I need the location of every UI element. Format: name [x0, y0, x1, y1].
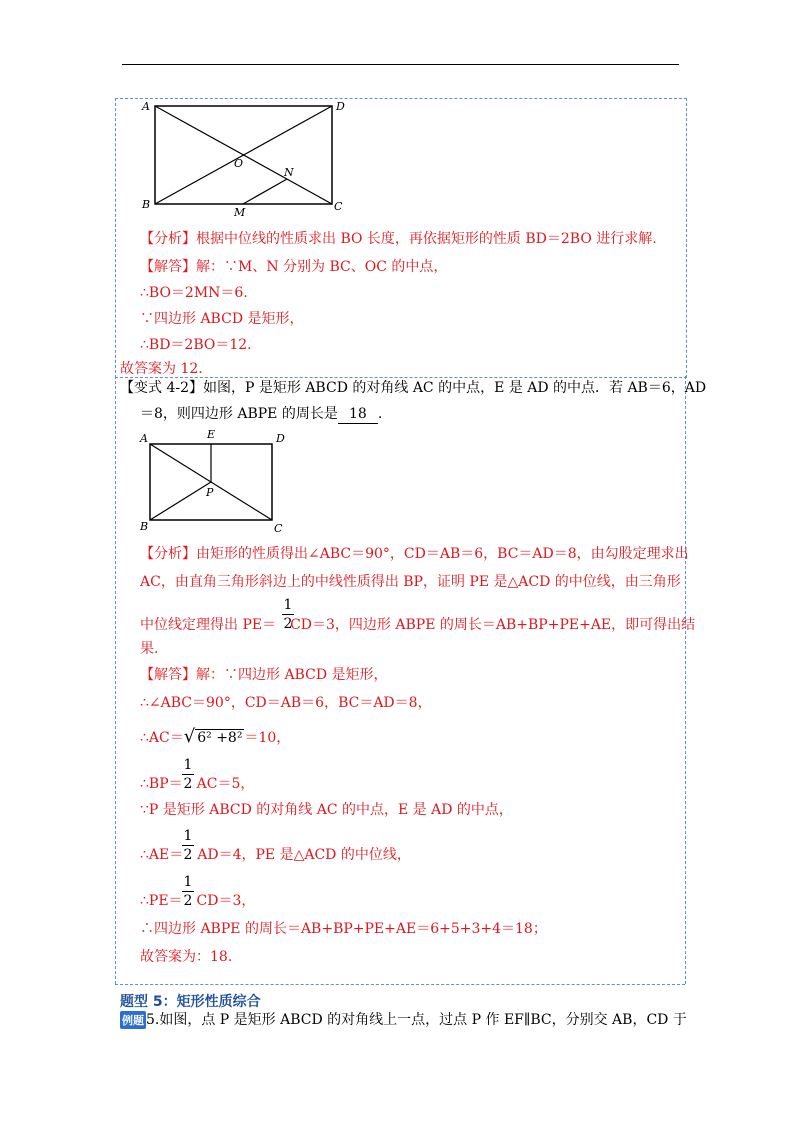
label-M: M	[234, 206, 246, 219]
label-D: D	[276, 432, 285, 445]
pe-label: ∴PE＝	[140, 893, 183, 909]
label-E: E	[207, 428, 216, 441]
pe-result: CD＝3，	[196, 893, 256, 909]
analysis-text: 由矩形的性质得出∠ABC＝90°，CD＝AB＝6，BC＝AD＝8，由勾股定理求出	[196, 546, 689, 562]
analysis-pe-text: 中位线定理得出 PE＝	[140, 617, 277, 633]
answer-1-line5: 故答案为 12.	[120, 361, 203, 377]
variant-text: 如图，P 是矩形 ABCD 的对角线 AC 的中点，E 是 AD 的中点．若 AB＝6，AD	[203, 380, 707, 396]
analysis-tag: 【分析】	[140, 546, 196, 562]
variant-line1	[120, 379, 706, 397]
answer-1-line1	[140, 258, 447, 276]
variant-period: .	[377, 406, 383, 422]
header-rule	[122, 64, 679, 65]
example-text: 5.如图，点 P 是矩形 ABCD 的对角线上一点，过点 P 作 EF∥BC，分别交 AB，CD 于	[146, 1012, 687, 1028]
analysis-1	[140, 230, 657, 248]
answer-1-line4: ∴BD＝2BO＝12.	[140, 337, 252, 353]
answer-2-line9: 故答案为：18.	[140, 949, 233, 965]
analysis-2-line2: AC，由直角三角形斜边上的中线性质得出 BP，证明 PE 是△ACD 的中位线，由三角形	[140, 574, 681, 590]
ae-label: ∴AE＝	[140, 847, 184, 863]
section-heading: 题型 5：矩形性质综合	[120, 994, 261, 1010]
example-badge: 例题	[120, 1011, 146, 1029]
figure-rectangle-omn	[140, 98, 350, 220]
answer-2-line6	[140, 846, 411, 864]
sqrt-sign: √	[183, 726, 196, 747]
label-P: P	[206, 486, 214, 499]
analysis-text: 根据中位线的性质求出 BO 长度，再依据矩形的性质 BD＝2BO 进行求解.	[196, 231, 657, 247]
label-O: O	[234, 157, 244, 170]
figure-rectangle-abpe	[138, 428, 298, 536]
label-B: B	[142, 198, 151, 211]
ae-result: AD＝4，PE 是△ACD 的中位线，	[197, 847, 411, 863]
box-right-edge	[685, 376, 686, 984]
ac-label: ∴AC＝	[140, 730, 184, 746]
analysis-2-line4: 果.	[140, 641, 159, 657]
label-C: C	[274, 522, 283, 535]
box-bottom-edge	[115, 984, 685, 985]
analysis-2-line3	[140, 616, 695, 634]
answer-2-line7	[140, 892, 255, 910]
answer-1-line3: ∵四边形 ABCD 是矩形，	[140, 311, 304, 327]
fraction-numerator: 1	[183, 757, 193, 773]
answer-2-line5: ∵P 是矩形 ABCD 的对角线 AC 的中点，E 是 AD 的中点，	[140, 802, 513, 818]
answer-2-line4	[140, 775, 254, 793]
label-D: D	[336, 100, 345, 113]
fraction-denominator: 2	[183, 893, 193, 909]
analysis-2-line1	[140, 545, 689, 563]
bp-result: AC＝5，	[196, 776, 255, 792]
variant-answer: 18	[338, 405, 378, 424]
variant-text-2: ＝8，则四边形 ABPE 的周长是	[140, 406, 338, 422]
variant-label: 【变式 4-2】	[120, 380, 203, 396]
label-A: A	[142, 100, 150, 113]
fraction-half-1	[282, 597, 294, 632]
answer-2-line1	[140, 666, 388, 684]
fraction-denominator: 2	[283, 616, 293, 632]
ac-result: ＝10，	[244, 730, 291, 746]
variant-line2	[140, 405, 382, 424]
answer-tag: 【解答】	[140, 667, 196, 683]
fraction-numerator: 1	[283, 597, 293, 613]
label-A: A	[140, 432, 148, 445]
label-B: B	[140, 520, 149, 533]
answer-2-line3	[140, 728, 290, 747]
analysis-perimeter-text: CD＝3，四边形 ABPE 的周长＝AB+BP+PE+AE，即可得出结	[290, 617, 696, 633]
label-N: N	[284, 166, 294, 179]
sqrt-radicand: 6² +8²	[197, 730, 243, 746]
answer-tag: 【解答】	[140, 259, 196, 275]
fraction-denominator: 2	[183, 847, 193, 863]
label-C: C	[334, 200, 343, 213]
analysis-tag: 【分析】	[140, 231, 196, 247]
fraction-numerator: 1	[183, 828, 193, 844]
answer-text: 解：∵四边形 ABCD 是矩形，	[196, 667, 388, 683]
answer-2-line2: ∴∠ABC＝90°，CD＝AB＝6，BC＝AD＝8，	[140, 695, 432, 711]
answer-text: 解：∵M、N 分别为 BC、OC 的中点，	[196, 259, 448, 275]
answer-2-line8: ∴四边形 ABPE 的周长＝AB+BP+PE+AE＝6+5+3+4＝18；	[140, 921, 547, 937]
fraction-numerator: 1	[183, 874, 193, 890]
bp-label: ∴BP＝	[140, 776, 183, 792]
box-left-edge	[115, 376, 116, 984]
fraction-denominator: 2	[183, 776, 193, 792]
answer-1-line2: ∴BO＝2MN＝6.	[140, 285, 248, 301]
